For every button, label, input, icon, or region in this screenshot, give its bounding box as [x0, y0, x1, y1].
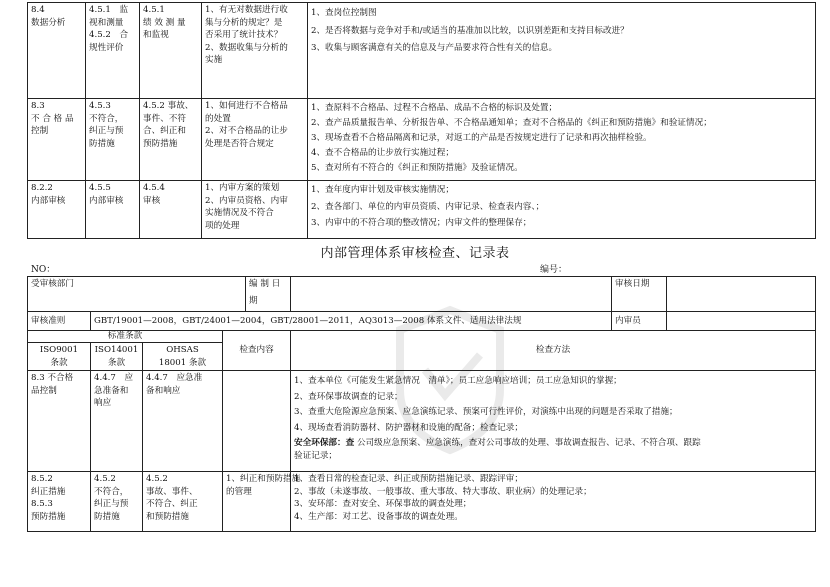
auditor-label-cell: 内审员	[612, 312, 667, 331]
content-cell	[223, 371, 291, 472]
table-row	[28, 472, 816, 532]
ohsas-cell: 4.5.2 事故、 事件、不符 合、纠正和 预防措施	[140, 99, 202, 181]
clause-cell: 8.3 不合格 品控制	[28, 371, 91, 472]
compile-date-value[interactable]	[291, 277, 612, 312]
iso14001-column-header: ISO14001 条款	[91, 343, 143, 371]
header-row-dept	[28, 277, 816, 312]
iso14001-cell: 4.5.3 不符合， 纠正与预 防措施	[86, 99, 140, 181]
content-cell: 1、纠正和预防措施 的管理	[223, 472, 291, 532]
iso14001-cell: 4.5.2 不符合， 纠正与预 防措施	[91, 472, 143, 532]
top-checklist-table	[27, 2, 816, 239]
method-cell: 1、查岗位控制图 2、是否将数据与竞争对手和/或适当的基准加以比较，以识别差距和支持目标改进？ 3、收集与顾客满意有关的信息及与产品要求符合性有关的信息。	[308, 3, 816, 99]
auditor-value[interactable]	[667, 312, 816, 331]
standard-clause-header: 标准条款	[28, 331, 223, 343]
method-column-header: 检查方法	[291, 331, 816, 371]
iso14001-cell: 4.5.5 内部审核	[86, 181, 140, 239]
criteria-value-cell: GBT/19001—2008，GBT/24001—2004，GBT/28001—2011，AQ3013—2008 体系文件、适用法律法规	[91, 312, 612, 331]
audit-date-label-cell: 审核日期	[612, 277, 667, 312]
audit-date-value[interactable]	[667, 277, 816, 312]
content-cell: 1、有无对数据进行收 集与分析的规定？是 否采用了统计技术？ 2、数据收集与分析的 实施	[202, 3, 308, 99]
ohsas-cell: 4.5.1 绩 效 测 量 和监视	[140, 3, 202, 99]
page-title: 内部管理体系审核检查、记录表	[320, 246, 510, 261]
iso9001-column-header: ISO9001 条款	[28, 343, 91, 371]
table-row	[28, 371, 816, 472]
method-cell: 1、查本单位《可能发生紧急情况 清单》；员工应急响应培训；员工应急知识的掌握； 2、查环保事故调查的记录； 3、查重大危险源应急预案、应急演练记录、预案可行性评价，对演练中出现的问题是否采取了措施； 4、现场查看消防器材、防护器材和设施的配备；检查记录； 安全环保部：查 公司级应急预案、应急演练，查对公司事故的处理、事故调查报告、记录、不符合项、跟踪 验证记录；	[291, 371, 816, 472]
table-row	[28, 99, 816, 181]
record-number-label: NO：	[31, 265, 56, 275]
audit-record-table	[27, 276, 816, 532]
table-row	[28, 3, 816, 99]
content-column-header: 检查内容	[223, 331, 291, 371]
clause-cell: 8.4 数据分析	[28, 3, 86, 99]
ohsas-cell: 4.5.4 审核	[140, 181, 202, 239]
table-row	[28, 181, 816, 239]
compile-date-label-cell: 编 制 日 期	[246, 277, 291, 312]
ohsas-column-header: OHSAS 18001 条款	[143, 343, 223, 371]
header-row-criteria	[28, 312, 816, 331]
clause-cell: 8.5.2 纠正措施 8.5.3 预防措施	[28, 472, 91, 532]
content-cell: 1、内审方案的策划 2、内审员资格、内审 实施情况及不符合 项的处理	[202, 181, 308, 239]
audited-dept-field[interactable]: 受审核部门	[28, 277, 246, 312]
method-cell: 1、查看日常的检查记录、纠正或预防措施记录、跟踪评审； 2、事故（未遂事故、一般事故、重大事故、特大事故、职业病）的处理记录； 3、安环部：查对安全、环保事故的调查处理； 4、生产部：对工艺、设备事故的调查处理。	[291, 472, 816, 532]
ohsas-cell: 4.5.2 事故、事件、 不符合、纠正 和预防措施	[143, 472, 223, 532]
document-code-label: 编号：	[540, 265, 568, 275]
clause-cell: 8.3 不 合 格 品 控制	[28, 99, 86, 181]
criteria-label-cell: 审核准则	[28, 312, 91, 331]
method-cell: 1、查原料不合格品、过程不合格品、成品不合格的标识及处置； 2、查产品质量报告单、分析报告单、不合格品通知单；查对不合格品的《纠正和预防措施》和验证情况； 3、现场查看不合格品隔离和记录，对返工的产品是否按规定进行了记录和再次抽样检验。 4、查不合格品的让步放行实施过程； 5、查对所有不符合的《纠正和预防措施》及验证情况。	[308, 99, 816, 181]
content-cell: 1、如何进行不合格品 的处置 2、对不合格品的让步 处理是否符合规定	[202, 99, 308, 181]
clause-cell: 8.2.2 内部审核	[28, 181, 86, 239]
ohsas-cell: 4.4.7 应急准 备和响应	[143, 371, 223, 472]
iso14001-cell: 4.5.1 监 视和测量 4.5.2 合 规性评价	[86, 3, 140, 99]
method-cell: 1、查年度内审计划及审核实施情况； 2、查各部门、单位的内审员资质、内审记录、检查表内容、； 3、内审中的不符合项的整改情况；内审文件的整理保存；	[308, 181, 816, 239]
header-row-standard	[28, 331, 816, 343]
iso14001-cell: 4.4.7 应 急准备和 响应	[91, 371, 143, 472]
